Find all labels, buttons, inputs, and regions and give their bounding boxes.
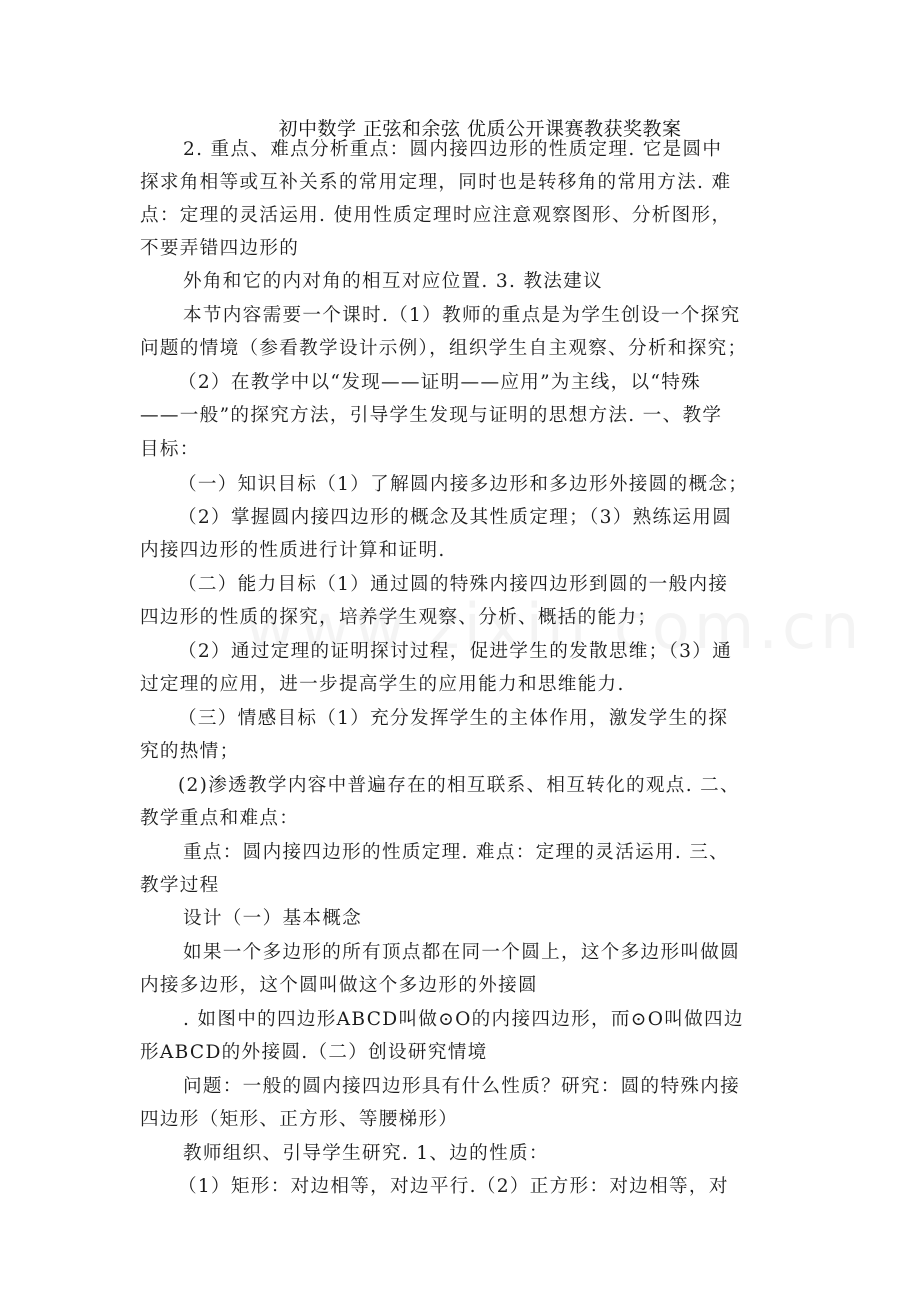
body-text-line: （三）情感目标（1）充分发挥学生的主体作用，激发学生的探 bbox=[178, 708, 729, 729]
body-text-line: 四边形的性质的探究，培养学生观察、分析、概括的能力； bbox=[140, 607, 658, 628]
body-text-line: 问题的情境（参看教学设计示例），组织学生自主观察、分析和探究； bbox=[140, 338, 748, 359]
body-text-line: 点：定理的灵活运用. 使用性质定理时应注意观察图形、分析图形， bbox=[140, 205, 732, 226]
body-text-line: 本节内容需要一个课时.（1）教师的重点是为学生创设一个探究 bbox=[183, 305, 741, 326]
body-text-line: （2）在教学中以“发现——证明——应用”为主线，以“特殊 bbox=[178, 372, 701, 393]
body-text-line: 如果一个多边形的所有顶点都在同一个圆上，这个多边形叫做圆 bbox=[183, 942, 741, 963]
body-text-line: 2. 重点、难点分析重点：圆内接四边形的性质定理. 它是圆中 bbox=[183, 139, 723, 160]
body-text-line: . 如图中的四边形ABCD叫做⊙O的内接四边形，而⊙O叫做四边 bbox=[183, 1009, 744, 1030]
body-text-line: 教学重点和难点： bbox=[140, 808, 300, 829]
body-text-line: ——一般”的探究方法，引导学生发现与证明的思想方法. 一、教学 bbox=[140, 405, 723, 426]
body-text-line: （1）矩形：对边相等，对边平行.（2）正方形：对边相等，对 bbox=[178, 1176, 729, 1197]
body-text-line: （二）能力目标（1）通过圆的特殊内接四边形到圆的一般内接 bbox=[178, 574, 729, 595]
body-text-line: （2）掌握圆内接四边形的概念及其性质定理；（3）熟练运用圆 bbox=[178, 507, 733, 528]
body-text-line: （2）通过定理的证明探讨过程，促进学生的发散思维；（3）通 bbox=[178, 641, 733, 662]
body-text-line: 设计（一）基本概念 bbox=[183, 908, 363, 929]
body-text-line: （一）知识目标（1）了解圆内接多边形和多边形外接圆的概念； bbox=[178, 474, 749, 495]
body-text-line: 目标： bbox=[140, 439, 200, 460]
body-text-line: 过定理的应用，进一步提高学生的应用能力和思维能力. bbox=[140, 674, 625, 695]
body-text-line: 探求角相等或互补关系的常用定理，同时也是转移角的常用方法. 难 bbox=[140, 172, 732, 193]
body-text-line: 教师组织、引导学生研究. 1、边的性质： bbox=[183, 1143, 549, 1164]
body-text-line: 四边形（矩形、正方形、等腰梯形） bbox=[140, 1109, 459, 1130]
document-title: 初中数学 正弦和余弦 优质公开课赛教获奖教案 bbox=[278, 118, 682, 140]
body-text-line: 教学过程 bbox=[140, 875, 220, 896]
body-text-line: 问题：一般的圆内接四边形具有什么性质？研究：圆的特殊内接 bbox=[183, 1076, 741, 1097]
body-text-line: (2)渗透教学内容中普遍存在的相互联系、相互转化的观点. 二、 bbox=[178, 775, 740, 796]
body-text-line: 内接多边形，这个圆叫做这个多边形的外接圆 bbox=[140, 975, 538, 996]
body-text-line: 不要弄错四边形的 bbox=[140, 238, 300, 259]
body-text-line: 外角和它的内对角的相互对应位置. 3. 教法建议 bbox=[183, 271, 603, 292]
body-text-line: 内接四边形的性质进行计算和证明. bbox=[140, 540, 446, 561]
body-text-line: 重点：圆内接四边形的性质定理. 难点：定理的灵活运用. 三、 bbox=[183, 842, 730, 863]
body-text-line: 究的热情； bbox=[140, 741, 240, 762]
body-text-line: 形ABCD的外接圆.（二）创设研究情境 bbox=[140, 1042, 488, 1063]
